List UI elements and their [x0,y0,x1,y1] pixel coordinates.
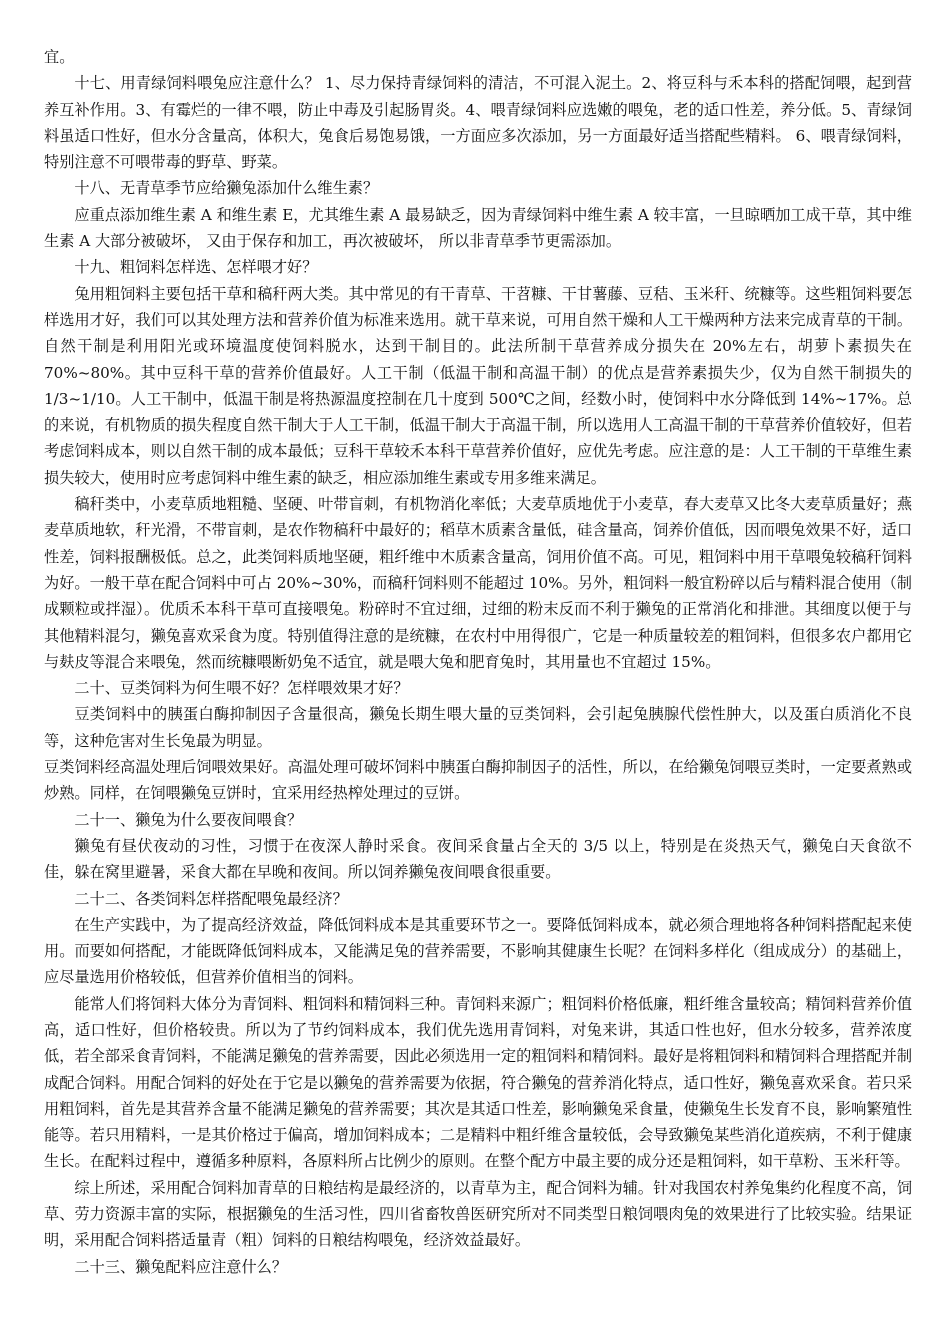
paragraph: 稿秆类中，小麦草质地粗糙、坚硬、叶带盲刺，有机物消化率低；大麦草质地优于小麦草，春大麦草又比冬大麦草质量好；燕麦草质地软，秆光滑，不带盲刺，是农作物稿秆中最好的；稻草木质素含量低，硅含量高，饲养价值低，因而喂兔效果不好，适口性差，饲料报酬极低。总之，此类饲料质地坚硬，粗纤维中木质素含量高，饲用价值不高。可见，粗饲料中用干草喂兔较稿秆饲料为好。一般干草在配合饲料中可占 20%~30%，而稿秆饲料则不能超过 10%。另外，粗饲料一般宜粉碎以后与精料混合使用（制成颗粒或拌湿）。优质禾本科干草可直接喂兔。粉碎时不宜过细，过细的粉末反而不利于獭兔的正常消化和排泄。其细度以便于与其他精料混匀，獭兔喜欢采食为度。特别值得注意的是统糠，在农村中用得很广，它是一种质量较差的粗饲料，但很多农户都用它与麸皮等混合来喂兔，然而统糠喂断奶兔不适宜，就是喂大兔和肥育兔时，其用量也不宜超过 15%。 [44,495,912,671]
paragraph: 十七、用青绿饲料喂兔应注意什么？ 1、尽力保持青绿饲料的清洁，不可混入泥土。2、将豆科与禾本科的搭配饲喂，起到营养互补作用。3、有霉烂的一律不喂，防止中毒及引起肠胃炎。4、喂青绿饲料应选嫩的喂兔，老的适口性差，养分低。5、青绿饲料虽适口性好，但水分含量高，体积大，兔食后易饱易饿，一方面应多次添加，另一方面最好适当搭配些精料。 6、喂青绿饲料，特别注意不可喂带毒的野草、野菜。 [44,74,912,172]
paragraph: 宜。 [44,48,75,66]
paragraph: 獭兔有昼伏夜动的习性，习惯于在夜深人静时采食。夜间采食量占全天的 3/5 以上，特别是在炎热天气，獭兔白天食欲不佳，躲在窝里避暑，采食大都在早晚和夜间。所以饲养獭兔夜间喂食很重要。 [44,836,912,882]
section-heading: 二十一、獭兔为什么要夜间喂食？ [74,810,303,829]
paragraph: 在生产实践中，为了提高经济效益，降低饲料成本是其重要环节之一。要降低饲料成本，就必须合理地将各种饲料搭配起来使用。而要如何搭配，才能既降低饲料成本，又能满足兔的营养需要，不影响其健康生长呢？在饲料多样化（组成成分）的基础上，应尽量选用价格较低，但营养价值相当的饲料。 [44,915,912,987]
paragraph: 能常人们将饲料大体分为青饲料、粗饲料和精饲料三种。青饲料来源广；粗饲料价格低廉，粗纤维含量较高；精饲料营养价值高，适口性好，但价格较贵。所以为了节约饲料成本，我们优先选用青饲料，对兔来讲，其适口性也好，但水分较多，营养浓度低，若全部采食青饲料，不能满足獭兔的营养需要，因此必须选用一定的粗饲料和精饲料。最好是将粗饲料和精饲料合理搭配并制成配合饲料。用配合饲料的好处在于它是以獭兔的营养需要为依据，符合獭兔的营养消化特点，适口性好，獭兔喜欢采食。若只采用粗饲料，首先是其营养含量不能满足獭兔的营养需要；其次是其适口性差，影响獭兔采食量，使獭兔生长发育不良，影响繁殖性能等。若只用精料，一是其价格过于偏高，增加饲料成本；二是精料中粗纤维含量较低，会导致獭兔某些消化道疾病，不利于健康生长。在配料过程中，遵循多种原料，各原料所占比例少的原则。在整个配方中最主要的成分还是粗饲料，如干草粉、玉米秆等。 [44,994,912,1171]
paragraph: 兔用粗饲料主要包括干草和稿秆两大类。其中常见的有干青草、干苕糠、干甘薯藤、豆秸、玉米秆、统糠等。这些粗饲料要怎样选用才好，我们可以其处理方法和营养价值为标准来选用。就干草来说，可用自然干燥和人工干燥两种方法来完成青草的干制。自然干制是利用阳光或环境温度使饲料脱水，达到干制目的。此法所制干草营养成分损失在 20%左右，胡萝卜素损失在 70%~80%。其中豆科干草的营养价值最好。人工干制（低温干制和高温干制）的优点是营养素损失少，仅为自然干制损失的 1/3~1/10。人工干制中，低温干制是将热源温度控制在几十度到 500℃之间，经数小时，使饲料中水分降低到 14%~17%。总的来说，有机物质的损失程度自然干制大于人工干制，低温干制大于高温干制，所以选用人工高温干制的干草营养价值较好，但若考虑饲料成本，则以自然干制的成本最低；豆科干草较禾本科干草营养价值好，应优先考虑。应注意的是：人工干制的干草维生素损失较大，使用时应考虑饲料中维生素的缺乏，相应添加维生素或专用多维来满足。 [44,284,912,487]
paragraph: 应重点添加维生素 A 和维生素 E，尤其维生素 A 最易缺乏，因为青绿饲料中维生素 A 较丰富，一旦晾晒加工成干草，其中维生素 A 大部分被破坏， 又由于保存和加工，再次被破坏， 所以非青草季节更需添加。 [44,205,912,251]
paragraph: 豆类饲料中的胰蛋白酶抑制因子含量很高，獭兔长期生喂大量的豆类饲料，会引起兔胰腺代偿性肿大，以及蛋白质消化不良等，这种危害对生长兔最为明显。 [44,705,912,750]
paragraph: 豆类饲料经高温处理后饲喂效果好。高温处理可破坏饲料中胰蛋白酶抑制因子的活性，所以，在给獭兔饲喂豆类时，一定要煮熟或炒熟。同样，在饲喂獭兔豆饼时，宜采用经热榨处理过的豆饼。 [44,758,912,803]
section-heading: 二十、豆类饲料为何生喂不好？怎样喂效果才好？ [74,679,409,698]
section-heading: 十九、粗饲料怎样选、怎样喂才好？ [74,258,318,277]
section-heading: 二十三、獭兔配料应注意什么？ [74,1257,288,1276]
section-heading: 十八、无青草季节应给獭兔添加什么维生素？ [74,179,379,198]
paragraph: 综上所述，采用配合饲料加青草的日粮结构是最经济的，以青草为主，配合饲料为辅。针对我国农村养兔集约化程度不高，饲草、劳力资源丰富的实际，根据獭兔的生活习性，四川省畜牧兽医研究所对不同类型日粮饲喂肉兔的效果进行了比较实验。结果证明，采用配合饲料搭适量青（粗）饲料的日粮结构喂兔，经济效益最好。 [44,1178,912,1250]
section-heading: 二十二、各类饲料怎样搭配喂兔最经济？ [74,889,348,908]
